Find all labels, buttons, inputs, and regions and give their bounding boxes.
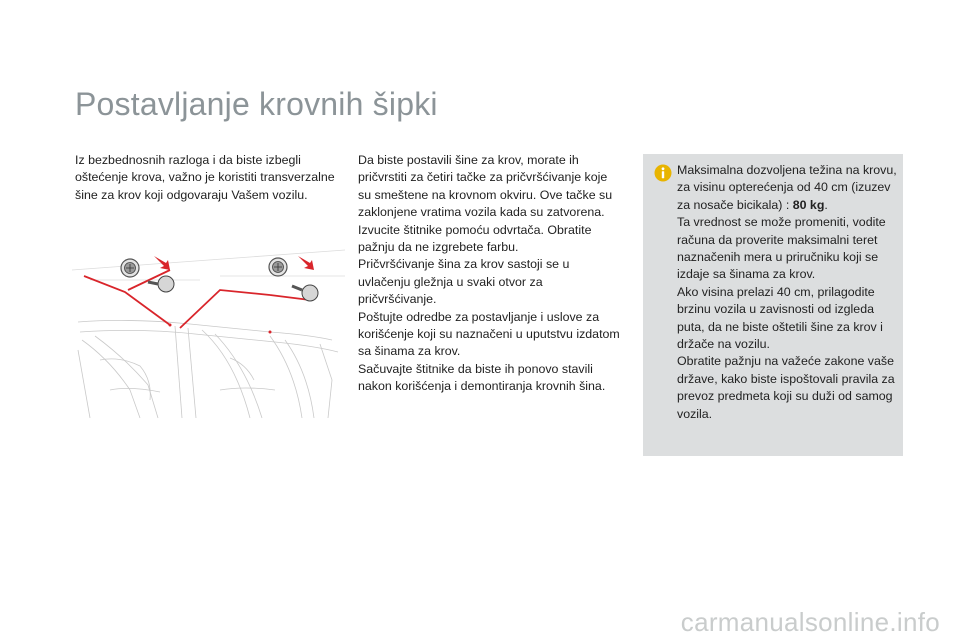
- info-paragraph: Ta vrednost se može promeniti, vodite računa da proverite maksimalni teret naznačenih mera u priručniku koji se izdaje sa šinama za krov.: [677, 215, 886, 282]
- max-load-text: Maksimalna dozvoljena težina na krovu, za visinu opterećenja od 40 cm (izuzev za nosače bicikala) :: [677, 163, 897, 212]
- roof-rail-illustration: [70, 240, 345, 420]
- instruction-paragraph: Izvucite štitnike pomoću odvrtača. Obratite pažnju da ne izgrebete farbu.: [358, 222, 592, 255]
- red-arrow-icon: [154, 256, 170, 270]
- max-load-suffix: .: [824, 197, 828, 212]
- watermark: carmanualsonline.info: [680, 607, 940, 637]
- instructions-column: [358, 152, 620, 396]
- page-title: Postavljanje krovnih šipki: [75, 86, 438, 122]
- max-load-value: 80 kg: [792, 197, 825, 212]
- instruction-paragraph: Sačuvajte štitnike da biste ih ponovo stavili nakon korišćenja i demontiranja krovnih šina.: [358, 361, 606, 394]
- pointer-lines: [84, 270, 310, 328]
- max-load-note: [677, 162, 899, 214]
- intro-column: [75, 152, 345, 204]
- intro-paragraph: Iz bezbednosnih razloga i da biste izbegli oštećenje krova, važno je koristiti transverzalne šine za krov koji odgovaraju Vašem vozilu.: [75, 153, 335, 202]
- info-text: [677, 162, 899, 423]
- info-box: [643, 154, 903, 456]
- info-paragraph: Ako visina prelazi 40 cm, prilagodite brzinu vozila u zavisnosti od izgleda puta, da ne biste oštetili šine za krov i držače na vozilu.: [677, 284, 883, 352]
- fixing-point-right: [269, 256, 318, 301]
- instruction-paragraph: Da biste postavili šine za krov, morate ih pričvrstiti za četiri tačke za pričvršćivanje koje su smeštene na krovnom okviru. Ove tačke su zaklonjene vratima vozila kada su zatvorena.: [358, 153, 613, 220]
- info-icon: [654, 164, 672, 182]
- info-paragraph: Obratite pažnju na važeće zakone vaše države, kako biste ispoštovali pravila za prevoz predmeta koji su duži od samog vozila.: [677, 354, 895, 421]
- fixing-point-left: [121, 256, 174, 292]
- car-outline: [72, 250, 345, 418]
- instruction-paragraph: Pričvršćivanje šina za krov sastoji se u uvlačenju gležnja u svaki otvor za pričvršćivanje.: [358, 257, 570, 307]
- red-arrow-icon: [298, 256, 314, 270]
- instruction-paragraph: Poštujte odredbe za postavljanje i uslove za korišćenje koji su naznačeni u uputstvu izdatom sa šinama za krov.: [358, 309, 620, 359]
